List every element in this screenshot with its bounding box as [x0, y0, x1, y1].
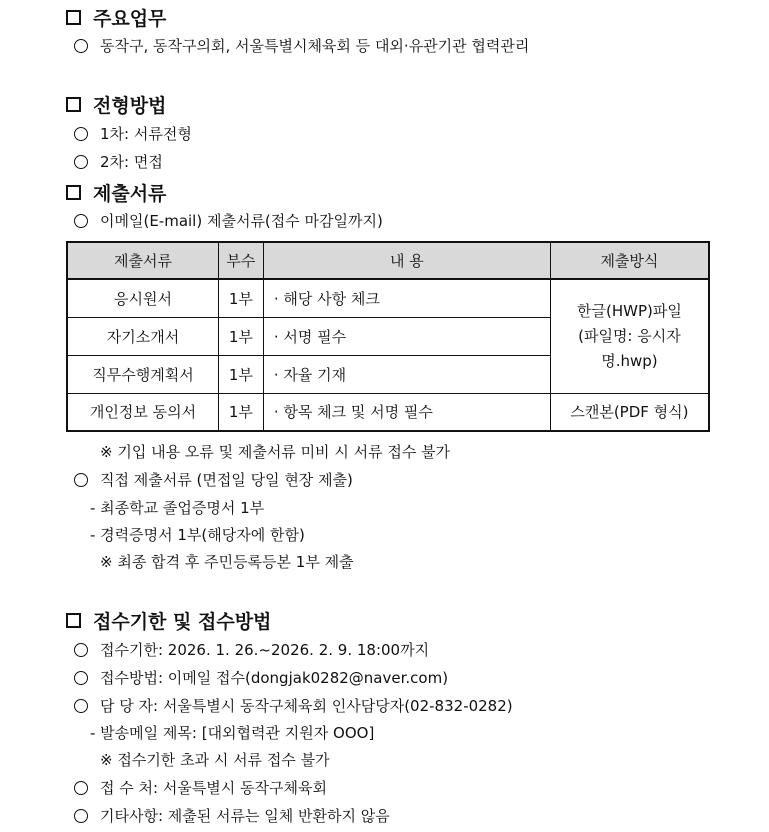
table-header-cell: 제출서류 — [67, 242, 218, 279]
documents-note: ※ 기입 내용 오류 및 제출서류 미비 시 서류 접수 불가 — [100, 443, 451, 461]
square-bullet-icon — [66, 10, 81, 25]
etc-item: 기타사항: 제출된 서류는 일체 반환하지 않음 — [74, 805, 390, 826]
square-bullet-icon — [66, 613, 81, 628]
doc-content-cell: · 자율 기재 — [263, 355, 550, 393]
table-header-cell: 부수 — [218, 242, 263, 279]
email-documents-item: 이메일(E-mail) 제출서류(접수 마감일까지) — [74, 210, 383, 231]
section-heading-documents: 제출서류 — [66, 179, 166, 206]
doc-name-cell: 자기소개서 — [67, 317, 218, 355]
doc-content-cell: · 서명 필수 — [263, 317, 550, 355]
doc-method-cell: 스캔본(PDF 형식) — [550, 393, 709, 431]
method-line: 한글(HWP)파일 — [577, 301, 682, 320]
doc-count-cell: 1부 — [218, 317, 263, 355]
square-bullet-icon — [66, 185, 81, 200]
circle-bullet-icon — [74, 671, 88, 685]
method-item: 접수방법: 이메일 접수(dongjak0282@naver.com) — [74, 667, 448, 688]
direct-document-line: - 최종학교 졸업증명서 1부 — [90, 499, 265, 517]
table-header-row — [67, 242, 709, 279]
documents-table — [66, 241, 710, 432]
circle-bullet-icon — [74, 643, 88, 657]
doc-name-cell: 직무수행계획서 — [67, 355, 218, 393]
circle-bullet-icon — [74, 809, 88, 823]
circle-bullet-icon — [74, 699, 88, 713]
method-line: (파일명: 응시자명.hwp) — [578, 326, 681, 370]
section-heading-application: 접수기한 및 접수방법 — [66, 607, 271, 634]
deadline-item: 접수기한: 2026. 1. 26.~2026. 2. 9. 18:00까지 — [74, 639, 429, 660]
circle-bullet-icon — [74, 155, 88, 169]
doc-content-cell: · 항목 체크 및 서명 필수 — [263, 393, 550, 431]
circle-bullet-icon — [74, 214, 88, 228]
selection-item: 2차: 면접 — [74, 151, 163, 172]
place-item: 접 수 처: 서울특별시 동작구체육회 — [74, 777, 327, 798]
doc-count-cell: 1부 — [218, 355, 263, 393]
doc-count-cell: 1부 — [218, 279, 263, 317]
doc-name-cell: 응시원서 — [67, 279, 218, 317]
circle-bullet-icon — [74, 781, 88, 795]
table-row — [67, 393, 709, 431]
table-header-cell: 내 용 — [263, 242, 550, 279]
deadline-note: ※ 접수기한 초과 시 서류 접수 불가 — [100, 751, 330, 769]
duties-item: 동작구, 동작구의회, 서울특별시체육회 등 대외·유관기관 협력관리 — [74, 35, 529, 56]
section-heading-duties: 주요업무 — [66, 4, 166, 31]
doc-name-cell: 개인정보 동의서 — [67, 393, 218, 431]
doc-count-cell: 1부 — [218, 393, 263, 431]
direct-document-line: - 경력증명서 1부(해당자에 한함) — [90, 526, 305, 544]
doc-content-cell: · 해당 사항 체크 — [263, 279, 550, 317]
table-row — [67, 279, 709, 317]
selection-item: 1차: 서류전형 — [74, 123, 192, 144]
direct-documents-item: 직접 제출서류 (면접일 당일 현장 제출) — [74, 469, 353, 490]
section-heading-selection: 전형방법 — [66, 91, 166, 118]
table-header-cell: 제출방식 — [550, 242, 709, 279]
final-pass-note: ※ 최종 합격 후 주민등록등본 1부 제출 — [100, 553, 354, 571]
doc-method-cell — [550, 279, 709, 393]
circle-bullet-icon — [74, 39, 88, 53]
circle-bullet-icon — [74, 127, 88, 141]
circle-bullet-icon — [74, 473, 88, 487]
square-bullet-icon — [66, 97, 81, 112]
mail-subject-line: - 발송메일 제목: [대외협력관 지원자 OOO] — [90, 724, 375, 742]
contact-item: 담 당 자: 서울특별시 동작구체육회 인사담당자(02-832-0282) — [74, 695, 513, 716]
